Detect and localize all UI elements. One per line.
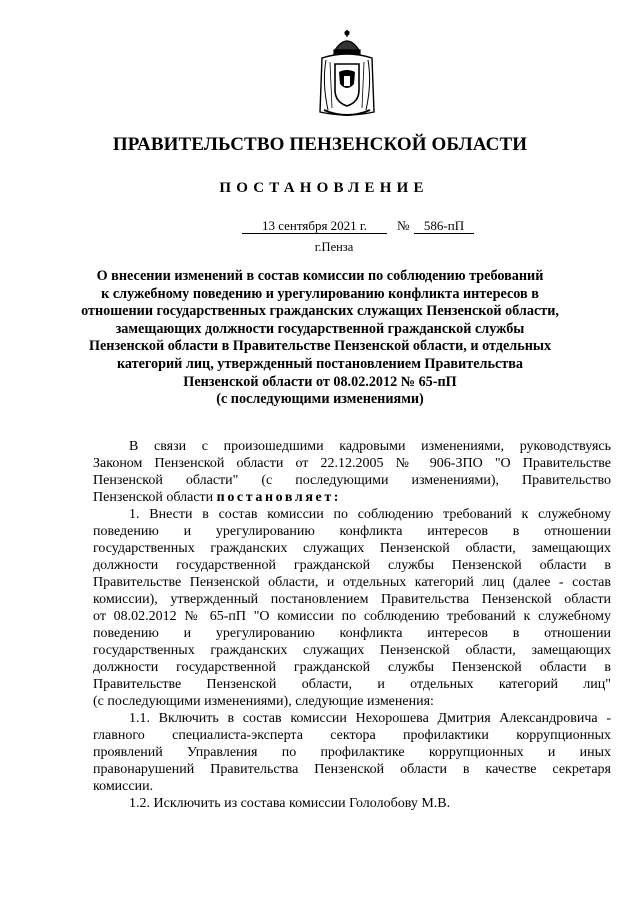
- document-date: 13 сентября 2021 г.: [242, 218, 387, 234]
- subject-line: отношении государственных гражданских служащих Пензенской области,: [81, 303, 559, 320]
- body-line: Пензенской области" (с последующими изменениями), Правительство: [93, 473, 611, 488]
- decree-word: постановляет:: [216, 490, 342, 505]
- organization-title: ПРАВИТЕЛЬСТВО ПЕНЗЕНСКОЙ ОБЛАСТИ: [112, 134, 528, 155]
- document-subject: [80, 268, 560, 409]
- subject-line: О внесении изменений в состав комиссии по соблюдению требований: [96, 268, 544, 284]
- body-line: должности государственной гражданской службы Пензенской области в: [93, 660, 611, 675]
- body-text: Пензенской области: [93, 490, 217, 505]
- body-line: комиссии.: [93, 779, 154, 794]
- body-line: Правительстве Пензенской области, и отдельных категорий лиц": [93, 677, 611, 692]
- body-line: правонарушений Правительства Пензенской области в качестве секретаря: [93, 762, 611, 777]
- body-line: (с последующими изменениями), следующие изменения:: [93, 694, 434, 709]
- coat-of-arms-icon: [318, 28, 376, 120]
- document-number: 586-пП: [414, 218, 474, 234]
- subject-line: замещающих должности государственной гражданской службы: [115, 320, 525, 337]
- subject-line: категорий лиц, утвержденный постановлением Правительства: [116, 355, 524, 372]
- subject-line: (с последующими изменениями): [216, 391, 424, 408]
- subject-line: Пензенской области в Правительстве Пензенской области, и отдельных: [88, 338, 552, 355]
- body-line: комиссии), утвержденный постановлением Правительства Пензенской области: [93, 592, 611, 607]
- number-sign: №: [397, 218, 410, 233]
- body-line: поведению и урегулированию конфликта интересов в отношении: [93, 626, 611, 641]
- body-line: проявлений Управления по профилактике коррупционных и иных: [93, 745, 611, 760]
- subject-line: Пензенской области от 08.02.2012 № 65-пП: [183, 373, 457, 390]
- body-line: 1.1. Включить в состав комиссии Нехорошева Дмитрия Александровича -: [129, 711, 611, 726]
- body-line: поведению и урегулированию конфликта интересов в отношении: [93, 524, 611, 539]
- body-line: от 08.02.2012 № 65-пП "О комиссии по соблюдению требований к служебному: [93, 609, 611, 624]
- body-line: должности государственной гражданской службы Пензенской области в: [93, 558, 611, 573]
- body-line: главного специалиста-эксперта сектора профилактики коррупционных: [93, 728, 611, 743]
- document-type: ПОСТАНОВЛЕНИЕ: [219, 180, 429, 196]
- body-line-decree: [93, 489, 611, 506]
- body-line: государственных гражданских служащих Пензенской области, замещающих: [93, 643, 611, 658]
- body-line: Законом Пензенской области от 22.12.2005 № 906-ЗПО "О Правительстве: [93, 456, 611, 471]
- body-line: государственных гражданских служащих Пензенской области, замещающих: [93, 541, 611, 556]
- body-line: Правительстве Пензенской области, и отдельных категорий лиц (далее - состав: [93, 575, 611, 590]
- body-line: 1.2. Исключить из состава комиссии Гололобову М.В.: [129, 796, 451, 811]
- subject-line: к служебному поведению и урегулированию конфликта интересов в: [101, 285, 539, 302]
- body-line: В связи с произошедшими кадровыми изменениями, руководствуясь: [129, 439, 611, 454]
- body-line: 1. Внести в состав комиссии по соблюдению требований к служебному: [129, 507, 611, 522]
- document-body: [93, 438, 611, 812]
- city: г.Пенза: [314, 240, 354, 254]
